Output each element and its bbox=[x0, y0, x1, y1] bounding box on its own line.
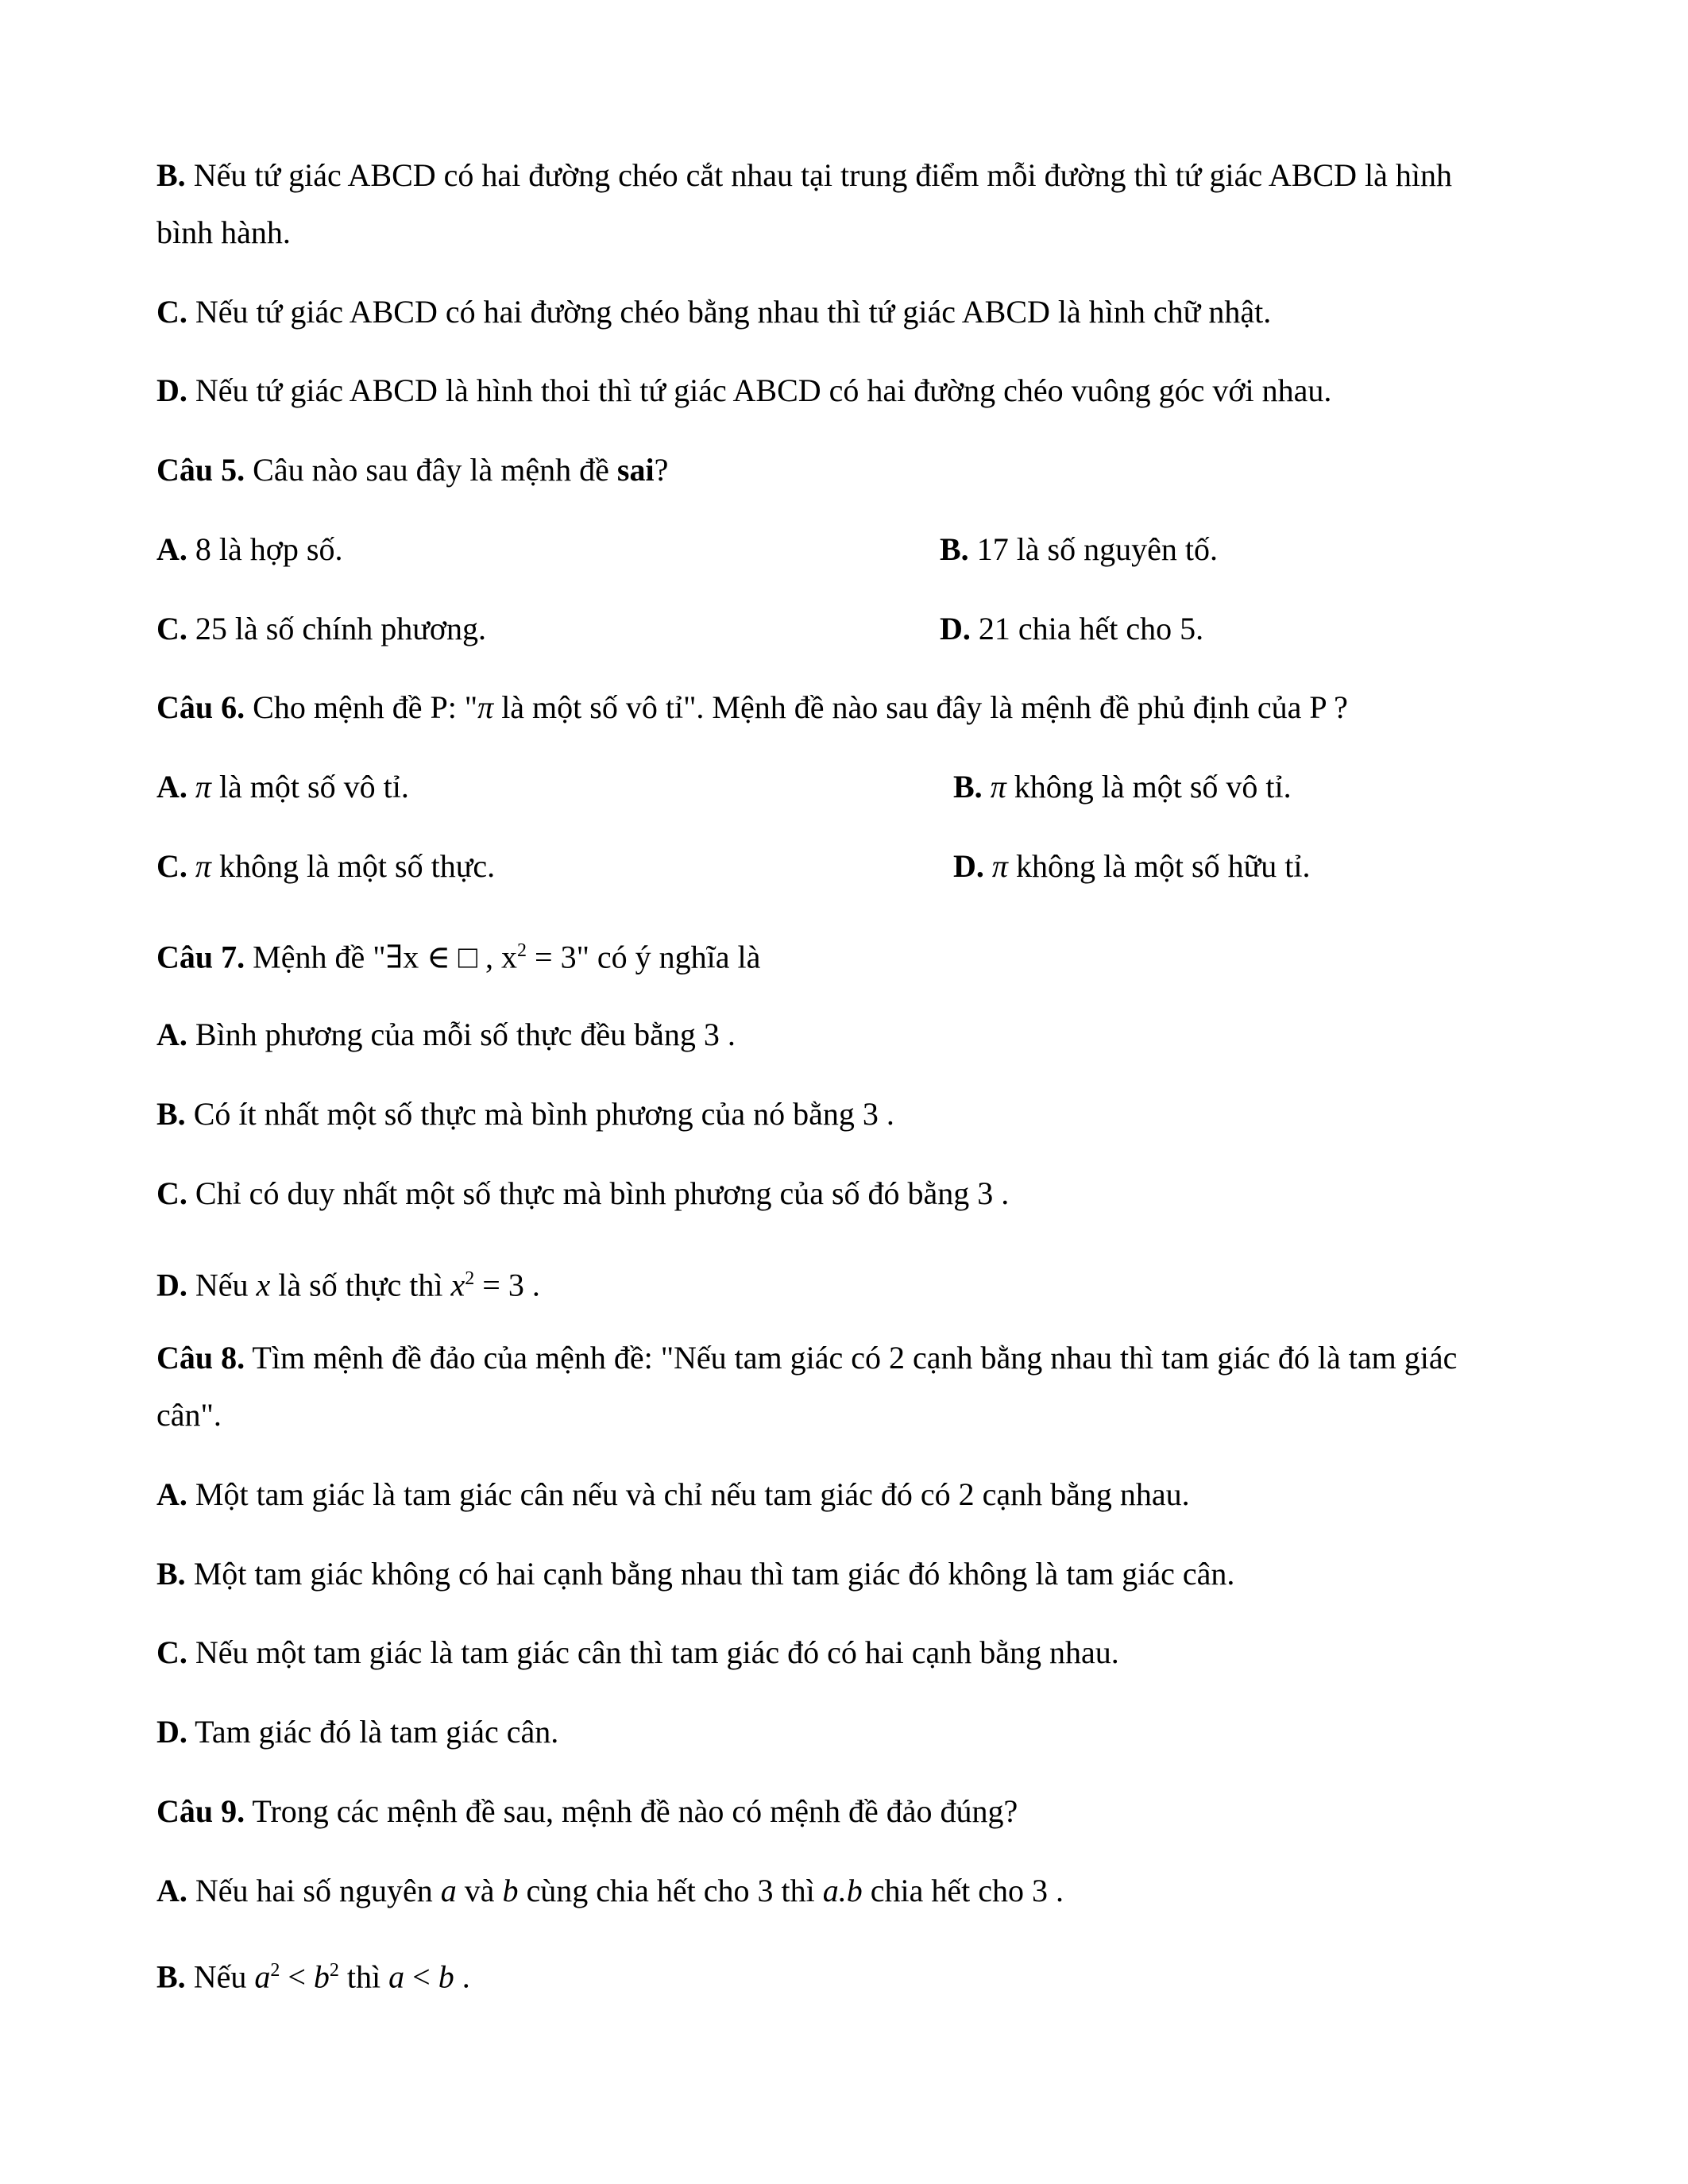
question-text: Cho mệnh đề P: " bbox=[253, 689, 478, 725]
math-var: a bbox=[440, 1873, 457, 1908]
option-key: A. bbox=[156, 769, 187, 805]
math-var: b bbox=[313, 1958, 330, 1995]
question-text: Tìm mệnh đề đảo của mệnh đề: "Nếu tam giác có 2 cạnh bằng nhau thì tam giác đó là tam giác bbox=[252, 1340, 1458, 1376]
superscript: 2 bbox=[329, 1960, 339, 1981]
option-text: Bình phương của mỗi số thực đều bằng 3 . bbox=[195, 1017, 736, 1052]
q4-option-b bbox=[156, 156, 1452, 195]
option-text: thì bbox=[346, 1958, 381, 1995]
question-7 bbox=[156, 932, 760, 976]
q6-option-c bbox=[156, 847, 495, 886]
option-text: không là một số hữu tỉ. bbox=[1015, 848, 1311, 884]
q8-option-c bbox=[156, 1634, 1119, 1672]
q5-option-d bbox=[940, 610, 1203, 648]
option-text: là một số vô tỉ. bbox=[218, 769, 409, 805]
option-text: Nếu tứ giác ABCD có hai đường chéo bằng nhau thì tứ giác ABCD là hình chữ nhật. bbox=[195, 294, 1272, 330]
option-text: = 3 . bbox=[474, 1267, 540, 1303]
q7-option-a bbox=[156, 1016, 736, 1054]
superscript: 2 bbox=[517, 940, 527, 961]
question-end: ? bbox=[654, 452, 669, 488]
option-text: 8 là hợp số. bbox=[195, 531, 343, 567]
option-key: D. bbox=[953, 848, 984, 884]
question-text: là một số vô tỉ". Mệnh đề nào sau đây là mệnh đề phủ định của P ? bbox=[501, 689, 1348, 725]
option-key: B. bbox=[953, 769, 983, 805]
option-text: không là một số vô tỉ. bbox=[1014, 769, 1292, 805]
option-text: là số thực thì bbox=[278, 1267, 443, 1303]
option-key: B. bbox=[156, 1556, 186, 1592]
q8-option-a bbox=[156, 1476, 1190, 1514]
question-label: Câu 8. bbox=[156, 1340, 245, 1376]
q7-option-c bbox=[156, 1175, 1009, 1213]
q5-option-a bbox=[156, 531, 342, 569]
question-label: Câu 6. bbox=[156, 689, 245, 725]
option-text: Một tam giác là tam giác cân nếu và chỉ nếu tam giác đó có 2 cạnh bằng nhau. bbox=[195, 1476, 1190, 1512]
q9-option-b bbox=[156, 1951, 470, 1996]
q4-option-d bbox=[156, 372, 1331, 410]
pi-symbol: π bbox=[477, 689, 494, 725]
q4-option-b-continued bbox=[156, 214, 291, 252]
q4-option-c bbox=[156, 293, 1271, 331]
option-text: Tam giác đó là tam giác cân. bbox=[195, 1714, 559, 1750]
q5-option-b bbox=[940, 531, 1218, 569]
pi-symbol: π bbox=[991, 848, 1008, 884]
option-text: Nếu bbox=[193, 1958, 247, 1995]
option-text: chia hết cho 3 . bbox=[870, 1873, 1064, 1908]
question-5 bbox=[156, 451, 668, 489]
option-text: 21 chia hết cho 5. bbox=[978, 611, 1204, 646]
superscript: 2 bbox=[465, 1268, 475, 1289]
option-key: C. bbox=[156, 848, 187, 884]
option-key: B. bbox=[156, 157, 186, 193]
math-op: < bbox=[404, 1958, 438, 1995]
option-text: Chỉ có duy nhất một số thực mà bình phương của số đó bằng 3 . bbox=[195, 1175, 1010, 1211]
question-text: = 3" có ý nghĩa là bbox=[527, 939, 761, 975]
question-text: Trong các mệnh đề sau, mệnh đề nào có mệnh đề đảo đúng? bbox=[252, 1793, 1018, 1829]
math-expr: a.b bbox=[822, 1873, 863, 1908]
question-9 bbox=[156, 1792, 1018, 1831]
option-text: 25 là số chính phương. bbox=[195, 611, 487, 646]
option-text: bình hành. bbox=[156, 214, 291, 250]
pi-symbol: π bbox=[195, 848, 211, 884]
option-text: Nếu tứ giác ABCD là hình thoi thì tứ giác ABCD có hai đường chéo vuông góc với nhau. bbox=[195, 372, 1332, 408]
math-var: x bbox=[450, 1267, 465, 1303]
option-text: cùng chia hết cho 3 thì bbox=[526, 1873, 815, 1908]
option-text: Một tam giác không có hai cạnh bằng nhau thì tam giác đó không là tam giác cân. bbox=[193, 1556, 1235, 1592]
option-key: C. bbox=[156, 294, 187, 330]
option-key: B. bbox=[156, 1958, 186, 1995]
question-text: Câu nào sau đây là mệnh đề bbox=[253, 452, 609, 488]
option-text: Có ít nhất một số thực mà bình phương của nó bằng 3 . bbox=[193, 1096, 894, 1132]
math-op: < bbox=[280, 1958, 314, 1995]
q8-option-b bbox=[156, 1555, 1234, 1593]
question-bold-word: sai bbox=[616, 452, 655, 488]
math-var: a bbox=[388, 1958, 405, 1995]
question-8-continued bbox=[156, 1396, 222, 1434]
q8-option-d bbox=[156, 1713, 558, 1751]
question-label: Câu 7. bbox=[156, 939, 245, 975]
q6-option-a bbox=[156, 768, 409, 806]
question-text: Mệnh đề "∃x ∈ □ , x bbox=[253, 939, 518, 975]
option-key: C. bbox=[156, 1634, 187, 1670]
option-key: A. bbox=[156, 531, 187, 567]
math-var: a bbox=[254, 1958, 271, 1995]
option-key: A. bbox=[156, 1873, 187, 1908]
question-label: Câu 9. bbox=[156, 1793, 245, 1829]
option-key: B. bbox=[940, 531, 969, 567]
pi-symbol: π bbox=[990, 769, 1006, 805]
math-var: b bbox=[502, 1873, 519, 1908]
option-key: D. bbox=[156, 372, 187, 408]
option-text: không là một số thực. bbox=[218, 848, 496, 884]
option-key: D. bbox=[156, 1267, 187, 1303]
option-key: A. bbox=[156, 1017, 187, 1052]
q6-option-d bbox=[953, 847, 1311, 886]
q6-option-b bbox=[953, 768, 1292, 806]
pi-symbol: π bbox=[195, 769, 211, 805]
q9-option-a bbox=[156, 1872, 1064, 1910]
option-text: Nếu hai số nguyên bbox=[195, 1873, 433, 1908]
question-6 bbox=[156, 689, 1348, 727]
option-key: C. bbox=[156, 611, 187, 646]
math-var: b bbox=[438, 1958, 454, 1995]
option-key: D. bbox=[156, 1714, 187, 1750]
option-text: 17 là số nguyên tố. bbox=[976, 531, 1218, 567]
option-text: Nếu một tam giác là tam giác cân thì tam giác đó có hai cạnh bằng nhau. bbox=[195, 1634, 1119, 1670]
option-key: C. bbox=[156, 1175, 187, 1211]
option-key: A. bbox=[156, 1476, 187, 1512]
option-text: Nếu bbox=[195, 1267, 249, 1303]
option-end: . bbox=[454, 1958, 470, 1995]
math-var: x bbox=[256, 1267, 271, 1303]
q7-option-b bbox=[156, 1095, 894, 1133]
option-key: D. bbox=[940, 611, 971, 646]
superscript: 2 bbox=[270, 1960, 280, 1981]
question-label: Câu 5. bbox=[156, 452, 245, 488]
question-text: cân". bbox=[156, 1397, 222, 1433]
q5-option-c bbox=[156, 610, 486, 648]
question-8 bbox=[156, 1339, 1457, 1377]
option-text: và bbox=[464, 1873, 495, 1908]
option-text: Nếu tứ giác ABCD có hai đường chéo cắt nhau tại trung điểm mỗi đường thì tứ giác ABCD là hình bbox=[193, 157, 1453, 193]
option-key: B. bbox=[156, 1096, 186, 1132]
q7-option-d bbox=[156, 1260, 540, 1304]
